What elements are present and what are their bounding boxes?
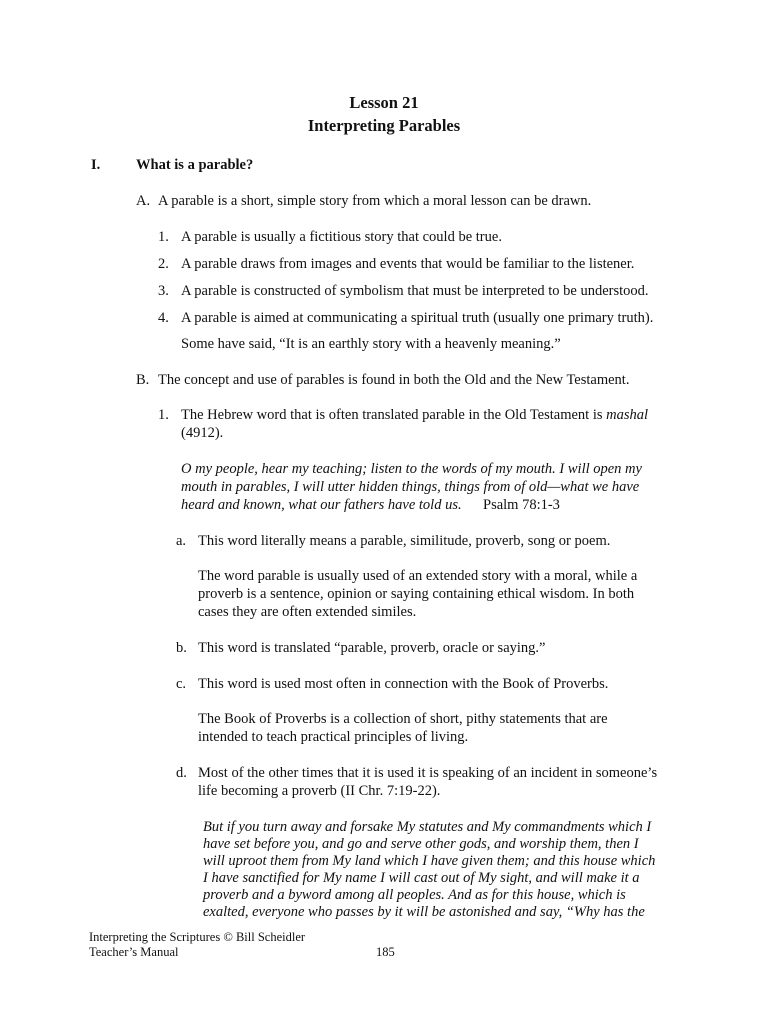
psalm-quote-line: O my people, hear my teaching; listen to the words of my mouth. I will open my	[181, 461, 642, 477]
chronicles-quote-line: will uproot them from My land which I have given them; and this house which	[203, 853, 656, 869]
footer-copyright: Interpreting the Scriptures © Bill Scheidler	[89, 930, 306, 944]
psalm-reference: Psalm 78:1-3	[483, 497, 560, 513]
footer-manual: Teacher’s Manual	[89, 945, 179, 959]
chronicles-quote-line: have set before you, and go and serve other gods, and worship them, then I	[203, 836, 639, 852]
strongs-number: (4912).	[181, 425, 224, 441]
lesson-number: Lesson 21	[349, 93, 419, 112]
point-a-letter: A.	[136, 193, 151, 209]
list-number: 1.	[158, 229, 169, 245]
section-numeral: I.	[91, 157, 101, 173]
chronicles-quote-line: I have sanctified for My name I will cast out of My sight, and will make it a	[203, 870, 640, 886]
hebrew-word-text	[181, 406, 648, 424]
subitem-text: This word literally means a parable, similitude, proverb, song or poem.	[198, 533, 611, 549]
list-number: 3.	[158, 283, 169, 299]
chronicles-quote-line: exalted, everyone who passes by it will be astonished and say, “Why has the	[203, 904, 645, 920]
section-heading: What is a parable?	[136, 157, 254, 173]
subitem-letter: c.	[176, 676, 187, 692]
subitem-text: This word is used most often in connection with the Book of Proverbs.	[198, 676, 609, 692]
earthly-story-quote: Some have said, “It is an earthly story with a heavenly meaning.”	[181, 336, 561, 352]
list-item: A parable is constructed of symbolism that must be interpreted to be understood.	[181, 283, 649, 299]
subitem-text-line: Most of the other times that it is used it is speaking of an incident in someone’s	[198, 765, 658, 781]
subitem-text: This word is translated “parable, proverb, oracle or saying.”	[198, 640, 546, 656]
subitem-paragraph-line: The Book of Proverbs is a collection of short, pithy statements that are	[198, 711, 608, 727]
point-b-text: The concept and use of parables is found in both the Old and the New Testament.	[158, 372, 630, 388]
subitem-letter: b.	[176, 640, 187, 656]
list-number: 4.	[158, 310, 169, 326]
subitem-paragraph-line: The word parable is usually used of an extended story with a moral, while a	[198, 568, 638, 584]
subitem-paragraph-line: proverb is a sentence, opinion or saying containing ethical wisdom. In both	[198, 586, 635, 602]
list-number: 1.	[158, 407, 169, 423]
point-a-text: A parable is a short, simple story from which a moral lesson can be drawn.	[158, 193, 592, 209]
psalm-quote-line: mouth in parables, I will utter hidden things, things from of old—what we have	[181, 479, 640, 495]
psalm-quote-line: heard and known, what our fathers have told us.	[181, 497, 462, 513]
list-item: A parable is usually a fictitious story that could be true.	[181, 229, 502, 245]
lesson-title: Interpreting Parables	[307, 116, 461, 135]
subitem-letter: a.	[176, 533, 187, 549]
list-number: 2.	[158, 256, 169, 272]
point-b-letter: B.	[136, 372, 150, 388]
list-item: A parable draws from images and events that would be familiar to the listener.	[181, 256, 635, 272]
chronicles-quote-line: proverb and a byword among all peoples. And as for this house, which is	[203, 887, 626, 903]
chronicles-quote-line: But if you turn away and forsake My statutes and My commandments which I	[203, 819, 652, 835]
hebrew-word-text-plain: The Hebrew word that is often translated parable in the Old Testament is	[181, 407, 607, 423]
list-item: A parable is aimed at communicating a spiritual truth (usually one primary truth).	[181, 310, 654, 326]
subitem-paragraph-line: cases they are often extended similes.	[198, 604, 417, 620]
mashal-term: mashal	[606, 407, 649, 423]
subitem-letter: d.	[176, 765, 187, 781]
page-number: 185	[376, 945, 395, 959]
subitem-paragraph-line: intended to teach practical principles of living.	[198, 729, 469, 745]
subitem-text-line: life becoming a proverb (II Chr. 7:19-22).	[198, 783, 441, 799]
